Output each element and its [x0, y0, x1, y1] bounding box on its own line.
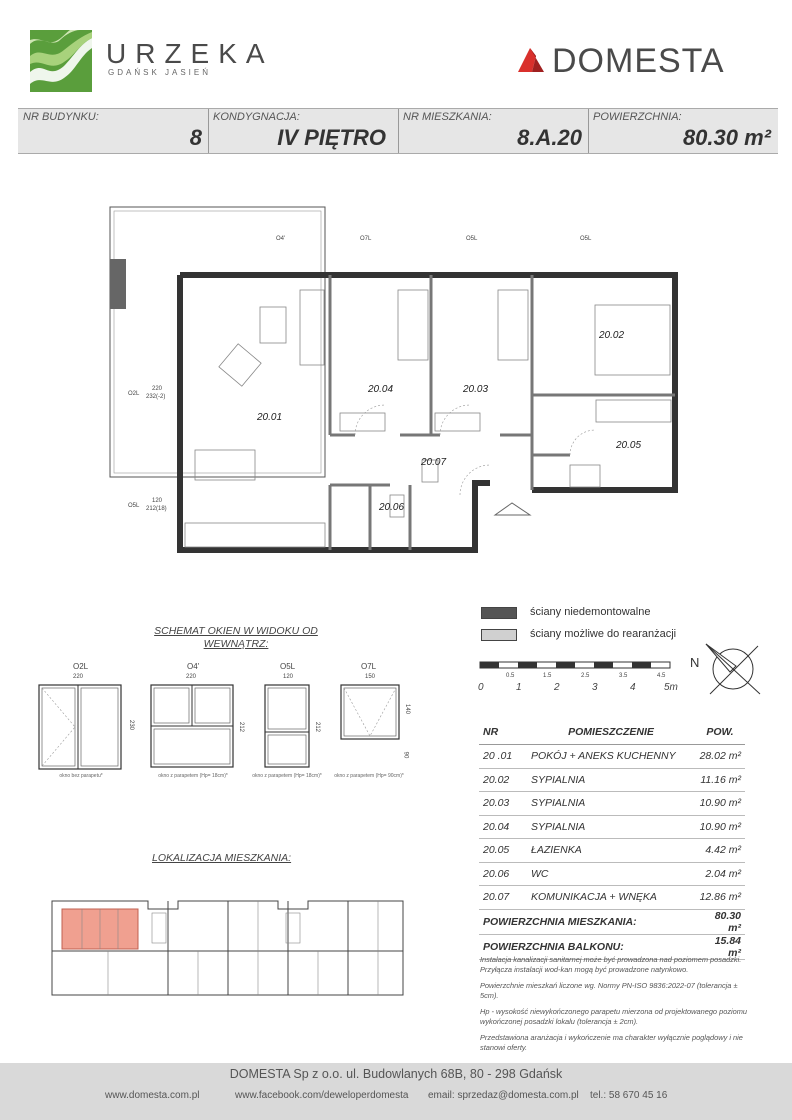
row-nr: 20 .01	[479, 745, 527, 769]
window-o5l-icon	[264, 684, 310, 768]
area-value: 80.30 m²	[682, 125, 771, 150]
scale-major-1: 1	[516, 682, 522, 693]
apartment-cell	[398, 109, 589, 153]
row-room: KOMUNIKACJA + WNĘKA	[527, 886, 695, 910]
window-height: 212	[314, 721, 321, 733]
window-caption: okno z parapetem (Hp= 90cm)*	[334, 773, 404, 779]
row-area: 2.04 m²	[695, 862, 745, 886]
legend-fixed-swatch	[481, 607, 517, 619]
window-width: 220	[73, 674, 84, 680]
note: Instalacja kanalizacji sanitarnej może być prowadzona nad poziomem posadzki. Przyłącza instalacji wod-kan mogą być prowadzone natynkowo.	[480, 955, 742, 974]
row-nr: 20.06	[479, 862, 527, 886]
window-tag: O5L	[580, 236, 592, 242]
scale-bar	[478, 660, 678, 672]
header-nr: NR	[479, 720, 527, 745]
window-name: O4'	[187, 662, 200, 671]
row-room: WC	[527, 862, 695, 886]
room-label-20-03: 20.03	[463, 384, 489, 395]
legend-movable-swatch	[481, 629, 517, 641]
window-tag: O5L	[466, 236, 478, 242]
footer-company: DOMESTA Sp z o.o. ul. Budowlanych 68B, 80 - 298 Gdańsk	[229, 1067, 563, 1081]
window-tag: O4'	[276, 236, 286, 242]
table-row	[479, 886, 745, 910]
floor-cell	[208, 109, 399, 153]
table-row	[479, 862, 745, 886]
brand-name: URZEKA	[106, 38, 274, 69]
scale-minor-2: 1.5	[543, 673, 552, 679]
row-room: SYPIALNIA	[527, 792, 695, 816]
window-tag: O2L	[128, 391, 140, 397]
table-row	[479, 792, 745, 816]
apartment-value: 8.A.20	[517, 125, 582, 150]
window-dim: 212(18)	[146, 506, 167, 512]
window-tag: O7L	[360, 236, 372, 242]
window-height: 212	[238, 721, 245, 733]
table-header-row	[479, 720, 745, 745]
total-apartment-label: POWIERZCHNIA MIESZKANIA:	[479, 909, 695, 934]
note: Hp - wysokość niewykończonego parapetu mierzona od projektowanego poziomu wykończonej posadzki lokalu (tolerancja ± 2cm).	[480, 1007, 748, 1026]
table-row	[479, 815, 745, 839]
window-name: O2L	[73, 662, 89, 671]
row-area: 4.42 m²	[695, 839, 745, 863]
scale-minor-4: 3.5	[619, 673, 628, 679]
floor-plan	[100, 195, 700, 565]
area-label: POWIERZCHNIA:	[593, 111, 682, 123]
room-label-20-07: 20.07	[421, 457, 447, 468]
footer-email-link[interactable]: email: sprzedaz@domesta.com.pl	[428, 1090, 579, 1101]
room-label-20-04: 20.04	[368, 384, 394, 395]
table-row	[479, 839, 745, 863]
scale-major-5: 5m	[664, 682, 678, 693]
window-height: 230	[128, 719, 135, 731]
row-nr: 20.03	[479, 792, 527, 816]
footer-phone: tel.: 58 670 45 16	[590, 1090, 668, 1101]
window-dim: 120	[152, 498, 163, 504]
window-caption: okno z parapetem (Hp= 18cm)*	[252, 773, 322, 779]
brand-subtitle: GDAŃSK JASIEŃ	[108, 68, 212, 77]
north-label: N	[690, 655, 700, 670]
total-balcony-label: POWIERZCHNIA BALKONU:	[479, 934, 695, 959]
location-title: LOKALIZACJA MIESZKANIA:	[152, 852, 292, 864]
footer-facebook-link[interactable]: www.facebook.com/deweloperdomesta	[235, 1090, 409, 1101]
window-dim: 232(-2)	[146, 394, 166, 400]
room-label-20-02: 20.02	[599, 330, 625, 341]
total-balcony-value: 15.84 m²	[695, 934, 745, 959]
scale-minor-5: 4.5	[657, 673, 666, 679]
rooms-table	[479, 720, 745, 960]
building-value: 8	[189, 125, 202, 150]
scale-major-4: 4	[630, 682, 636, 693]
window-dim: 220	[152, 386, 163, 392]
window-o7l-icon	[340, 684, 400, 740]
row-area: 10.90 m²	[695, 815, 745, 839]
row-area: 10.90 m²	[695, 792, 745, 816]
row-area: 11.16 m²	[695, 768, 745, 792]
window-width: 120	[283, 674, 294, 680]
area-cell	[588, 109, 777, 153]
note: Przedstawiona aranżacja i wykończenie ma charakter wyłącznie poglądowy i nie stanowi oferty.	[480, 1033, 743, 1052]
room-label-20-06: 20.06	[379, 502, 405, 513]
apartment-label: NR MIESZKANIA:	[403, 111, 492, 123]
floor-value: IV PIĘTRO	[277, 125, 386, 150]
row-room: SYPIALNIA	[527, 815, 695, 839]
total-apartment-value: 80.30 m²	[695, 909, 745, 934]
footer-website-link[interactable]: www.domesta.com.pl	[105, 1090, 200, 1101]
notes	[480, 955, 750, 1059]
window-name: O5L	[280, 662, 296, 671]
window-sill-height: 90	[402, 751, 409, 759]
window-schema-title: SCHEMAT OKIEN W WIDOKU OD WEWNĄTRZ:	[154, 625, 318, 650]
row-room: SYPIALNIA	[527, 768, 695, 792]
building-label: NR BUDYNKU:	[23, 111, 99, 123]
window-o4-icon	[150, 684, 234, 768]
urzeka-logo-icon	[30, 30, 92, 92]
window-caption: okno bez parapetu*	[59, 773, 103, 779]
legend-movable-label: ściany możliwe do rearanżacji	[530, 628, 677, 640]
floor-label: KONDYGNACJA:	[213, 111, 300, 123]
table-row	[479, 745, 745, 769]
window-width: 150	[365, 674, 376, 680]
window-tag: O5L	[128, 503, 140, 509]
scale-major-2: 2	[554, 682, 560, 693]
window-o2l-icon	[38, 684, 122, 770]
scale-major-3: 3	[592, 682, 598, 693]
window-height: 140	[404, 703, 411, 715]
room-label-20-01: 20.01	[257, 412, 283, 423]
row-room: ŁAZIENKA	[527, 839, 695, 863]
window-caption: okno z parapetem (Hp= 18cm)*	[158, 773, 228, 779]
row-nr: 20.02	[479, 768, 527, 792]
scale-minor-1: 0.5	[506, 673, 515, 679]
room-label-20-05: 20.05	[616, 440, 642, 451]
header-area: POW.	[695, 720, 745, 745]
note: Powierzchnie mieszkań liczone wg. Normy PN-ISO 9836:2022-07 (tolerancja ± 5cm).	[480, 981, 738, 1000]
row-room: POKÓJ + ANEKS KUCHENNY	[527, 745, 695, 769]
header-room: POMIESZCZENIE	[527, 720, 695, 745]
row-area: 12.86 m²	[695, 886, 745, 910]
window-name: O7L	[361, 662, 377, 671]
scale-minor-3: 2.5	[581, 673, 590, 679]
row-nr: 20.04	[479, 815, 527, 839]
row-nr: 20.05	[479, 839, 527, 863]
apartment-info-bar	[18, 108, 778, 154]
total-apartment-row	[479, 909, 745, 934]
table-row	[479, 768, 745, 792]
window-width: 220	[186, 674, 197, 680]
north-arrow-icon	[700, 636, 766, 702]
row-area: 28.02 m²	[695, 745, 745, 769]
scale-major-0: 0	[478, 682, 484, 693]
developer-name: DOMESTA	[552, 42, 725, 80]
domesta-logo-icon	[518, 46, 546, 74]
legend-fixed-label: ściany niedemontowalne	[530, 606, 651, 618]
location-map	[48, 895, 413, 1005]
row-nr: 20.07	[479, 886, 527, 910]
building-cell	[18, 109, 209, 153]
